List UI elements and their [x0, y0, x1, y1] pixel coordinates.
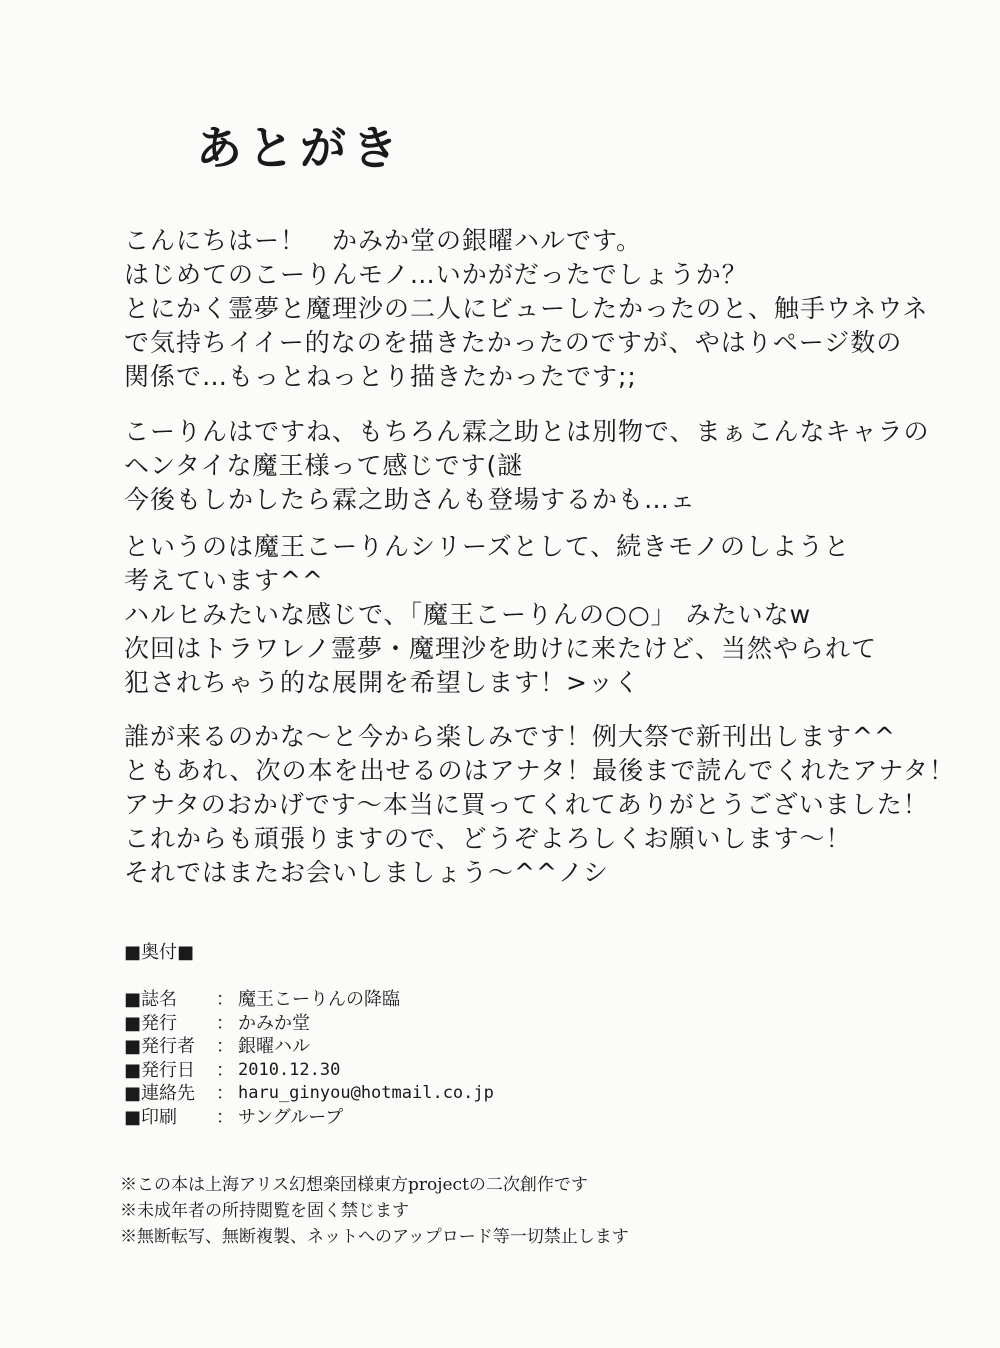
text-line: これからも頑張りますので、どうぞよろしくお願いします～！	[124, 824, 852, 853]
colophon-row-date	[124, 1059, 494, 1083]
disclaimer-line: ※無断転写、無断複製、ネットへのアップロード等一切禁止します	[120, 1227, 629, 1247]
afterword-paragraph-2	[124, 415, 930, 517]
text-line: というのは魔王こーりんシリーズとして、続きモノのしようと	[124, 532, 851, 561]
text-line: それではまたお会いしましょう～^^ノシ	[124, 858, 609, 887]
colophon-row-publisher	[124, 1012, 494, 1036]
text-line: ヘンタイな魔王様って感じです(謎	[124, 451, 524, 480]
colophon-value: サングループ	[238, 1106, 344, 1128]
colophon-separator: ：	[216, 1083, 234, 1104]
text-line: 犯されちゃう的な展開を希望します！>ッく	[124, 668, 640, 697]
colophon-label: ■発行	[124, 1012, 178, 1034]
colophon-row-author	[124, 1035, 494, 1059]
text-line: ともあれ、次の本を出せるのはアナタ！最後まで読んでくれたアナタ！	[124, 756, 956, 785]
colophon-label: ■発行者	[124, 1036, 196, 1057]
colophon-value: 魔王こーりんの降臨	[238, 989, 400, 1010]
colophon-row-printer	[124, 1106, 494, 1130]
colophon-value: 銀曜ハル	[238, 1036, 310, 1057]
text-line: とにかく霊夢と魔理沙の二人にビューしたかったのと、触手ウネウネ	[124, 294, 929, 323]
text-line: こーりんはですね、もちろん霖之助とは別物で、まぁこんなキャラの	[124, 417, 930, 446]
colophon-separator: ：	[216, 989, 234, 1010]
text-line: 考えています^^	[124, 566, 324, 595]
page-title: あとがき	[196, 121, 404, 175]
colophon-label: ■印刷	[124, 1106, 178, 1128]
text-line: アナタのおかげです～本当に買ってくれてありがとうございました！	[124, 790, 929, 819]
contact-email: haru_ginyou@hotmail.co.jp	[238, 1083, 494, 1103]
colophon-value: かみか堂	[238, 1012, 310, 1034]
disclaimer-notes	[120, 1172, 629, 1250]
text-line: で気持ちイイー的なのを描きたかったのですが、やはりページ数の	[124, 328, 903, 357]
disclaimer-line: ※この本は上海アリス幻想楽団様東方projectの二次創作です	[120, 1175, 588, 1195]
colophon-row-title	[124, 988, 494, 1012]
colophon-separator: ：	[216, 1059, 234, 1081]
colophon-label: ■発行日	[124, 1059, 196, 1081]
disclaimer-line: ※未成年者の所持閲覧を固く禁じます	[120, 1201, 409, 1221]
colophon-separator: ：	[216, 1106, 234, 1128]
text-line: はじめてのこーりんモノ…いかがだったでしょうか？	[124, 260, 748, 289]
afterword-paragraph-3	[124, 530, 924, 700]
text-line: こんにちはー！ かみか堂の銀曜ハルです。	[124, 226, 643, 255]
text-line: 次回はトラワレノ霊夢・魔理沙を助けに来たけど、当然やられて	[124, 634, 878, 663]
afterword-paragraph-4	[124, 720, 956, 890]
colophon-separator: ：	[216, 1012, 234, 1034]
colophon-value: 2010.12.30	[238, 1059, 341, 1080]
colophon-row-contact	[124, 1082, 494, 1106]
afterword-paragraph-1	[124, 224, 929, 394]
text-line: 誰が来るのかな～と今から楽しみです！例大祭で新刊出します^^	[124, 722, 896, 751]
colophon	[124, 940, 494, 1129]
colophon-heading: ■奥付■	[124, 942, 195, 963]
colophon-label: ■誌名	[124, 989, 178, 1010]
text-line: 今後もしかしたら霖之助さんも登場するかも…ェ	[124, 485, 697, 514]
colophon-label: ■連絡先	[124, 1083, 196, 1104]
text-line: 関係で…もっとねっとり描きたかったです;;	[124, 362, 637, 391]
colophon-separator: ：	[216, 1036, 234, 1057]
text-line: ハルヒみたいな感じで、「魔王こーりんの○○」 みたいなw	[124, 600, 812, 629]
